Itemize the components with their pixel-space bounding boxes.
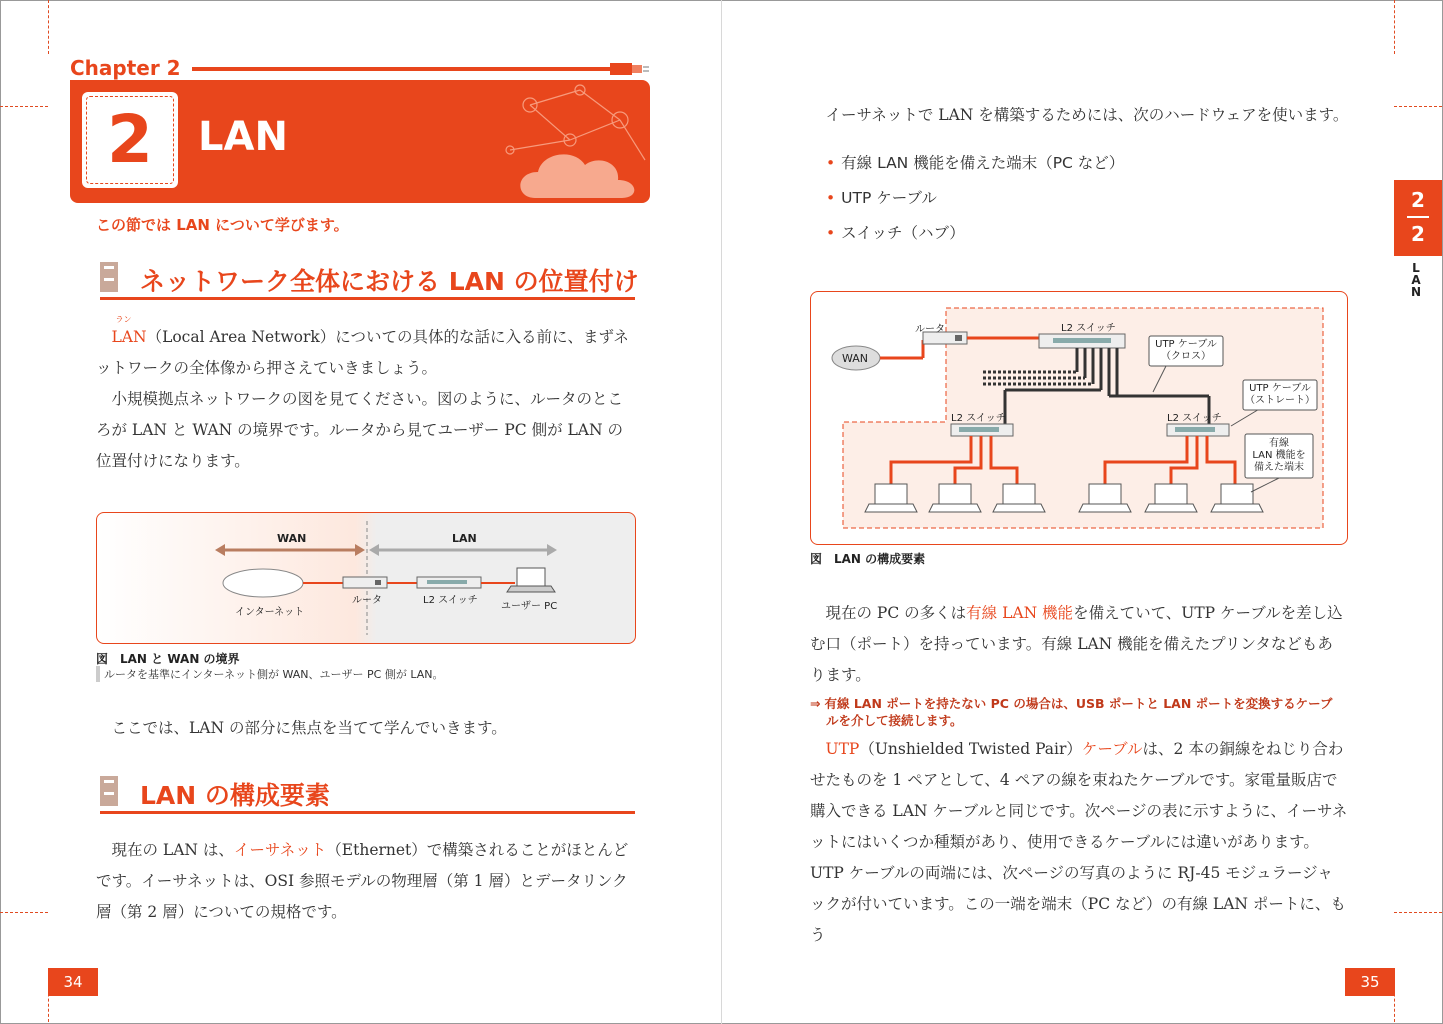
paragraph-text: 現在の PC の多くは — [825, 604, 967, 622]
section-title: ネットワーク全体における LAN の位置付け — [140, 267, 639, 296]
paragraph — [810, 734, 1348, 951]
label-line: 有線 — [1269, 438, 1289, 449]
chapter-banner — [70, 80, 650, 203]
chapter-number: 2 — [107, 101, 153, 178]
crop-mark — [1394, 0, 1395, 54]
section-icon — [100, 776, 118, 806]
switch-label: L2 スイッチ — [1167, 413, 1222, 424]
paragraph — [810, 100, 1350, 131]
wan-label: WAN — [277, 532, 307, 545]
paragraph-text: 小規模拠点ネットワークの図を見てください。図のように、ルータのところが LAN と WAN の境界です。ルータから見てユーザー PC 側が LAN の位置付けになります。 — [96, 390, 624, 470]
paragraph-text: を備えていて、UTP ケーブルを差し込む口（ポート）を持っています。有線 LAN 機能を備えたプリンタなどもあります。 — [810, 604, 1343, 684]
section-title: LAN の構成要素 — [140, 781, 330, 810]
page-number: 34 — [48, 968, 98, 996]
paragraph — [96, 835, 634, 928]
paragraph-text: ここでは、LAN の部分に焦点を当てて学んでいきます。 — [111, 719, 507, 737]
paragraph — [810, 598, 1348, 691]
label-line: LAN 機能を — [1252, 450, 1306, 461]
chapter-number-box — [82, 92, 178, 188]
utp-straight-label — [1243, 383, 1317, 407]
note-text: ルを介して接続します。 — [826, 713, 963, 728]
lead-text: この節では LAN について学びます。 — [96, 216, 349, 234]
crop-mark — [0, 106, 48, 107]
wan-label: WAN — [842, 352, 869, 365]
network-decoration-icon — [490, 80, 650, 203]
arrow-icon: ⇒ — [810, 696, 821, 711]
side-tab-number: 2 — [1411, 188, 1425, 212]
label-line: UTP ケーブル — [1155, 339, 1217, 350]
crop-mark — [48, 0, 49, 54]
label-line: UTP ケーブル — [1249, 383, 1311, 394]
term-highlight: LAN — [111, 328, 147, 346]
hint-note — [810, 695, 1350, 729]
user-pc-label: ユーザー PC — [501, 601, 558, 612]
crop-mark — [1394, 912, 1442, 913]
chapter-label: Chapter 2 — [70, 56, 181, 80]
section-rule — [100, 811, 635, 814]
chapter-rule — [192, 67, 612, 71]
crop-mark — [0, 912, 48, 913]
term-highlight: イーサネット — [233, 841, 327, 859]
spine-gutter — [721, 0, 722, 1024]
paragraph — [96, 315, 634, 477]
figure-wan-lan-diagram — [97, 513, 635, 643]
list-item: • 有線 LAN 機能を備えた端末（PC など） — [826, 151, 1124, 173]
paragraph-text: （Ethernet）で構築されることがほとんどです。イーサネットは、OSI 参照モデルの物理層（第 1 層）とデータリンク層（第 2 層）についての規格です。 — [96, 841, 629, 921]
term-highlight: 有線 LAN 機能 — [966, 604, 1074, 622]
paragraph-text: （Unshielded Twisted Pair） — [859, 740, 1082, 758]
note-text: 有線 LAN ポートを持たない PC の場合は、USB ポートと LAN ポートを変換するケーブ — [824, 696, 1333, 711]
router-label: ルータ — [352, 595, 382, 606]
switch-label: L2 スイッチ — [1061, 323, 1116, 334]
page-number: 35 — [1345, 968, 1395, 996]
label-line: 備えた端末 — [1254, 462, 1304, 473]
switch-label: L2 スイッチ — [423, 595, 478, 606]
chapter-title: LAN — [198, 114, 288, 160]
figure-note: ルータを基準にインターネット側が WAN、ユーザー PC 側が LAN。 — [96, 666, 443, 682]
list-item: • スイッチ（ハブ） — [826, 221, 965, 243]
side-tab — [1394, 180, 1442, 256]
side-tab-label: LAN — [1410, 261, 1422, 299]
paragraph-text: 現在の LAN は、 — [111, 841, 234, 859]
switch-label: L2 スイッチ — [951, 413, 1006, 424]
list-item: • UTP ケーブル — [826, 186, 937, 208]
internet-label: インターネット — [235, 607, 305, 618]
term-highlight: UTP — [825, 740, 860, 758]
paragraph-text: は、2 本の銅線をねじり合わせたものを 1 ペアとして、4 ペアの線を束ねたケーブルです。家電量販店で購入できる LAN ケーブルと同じです。次ページの表に示すように、イーサネットにはいくつか種類があり、使用できるケーブルには違いがあります。UTP ケーブルの両端には、次ページの写真のように RJ-45 モジュラージャックが付いています。この一端を端末（PC など）の有線 LAN ポートに、もう — [810, 740, 1348, 944]
term-highlight: ケーブル — [1081, 740, 1143, 758]
figure-caption: 図 LAN と WAN の境界 — [96, 652, 240, 666]
cable-plug-icon — [610, 60, 650, 78]
section-icon — [100, 262, 118, 292]
label-line: （クロス） — [1161, 351, 1211, 362]
paragraph-text: イーサネットで LAN を構築するためには、次のハードウェアを使います。 — [825, 106, 1349, 124]
ruby-reading: ラン — [115, 315, 132, 324]
side-tab-number: 2 — [1411, 222, 1425, 246]
paragraph-text: （Local Area Network）についての具体的な話に入る前に、まずネットワークの全体像から押さえていきましょう。 — [96, 328, 629, 377]
terminal-label — [1245, 438, 1313, 474]
figure-wan-lan — [96, 512, 636, 644]
paragraph — [96, 713, 634, 744]
router-label: ルータ — [915, 324, 945, 335]
utp-cross-label — [1149, 339, 1223, 363]
figure-caption: 図 LAN の構成要素 — [810, 552, 926, 566]
label-line: （ストレート） — [1245, 395, 1315, 406]
figure-lan-components — [810, 291, 1348, 545]
section-rule — [100, 297, 635, 300]
lan-label: LAN — [452, 532, 477, 545]
crop-mark — [1394, 106, 1442, 107]
